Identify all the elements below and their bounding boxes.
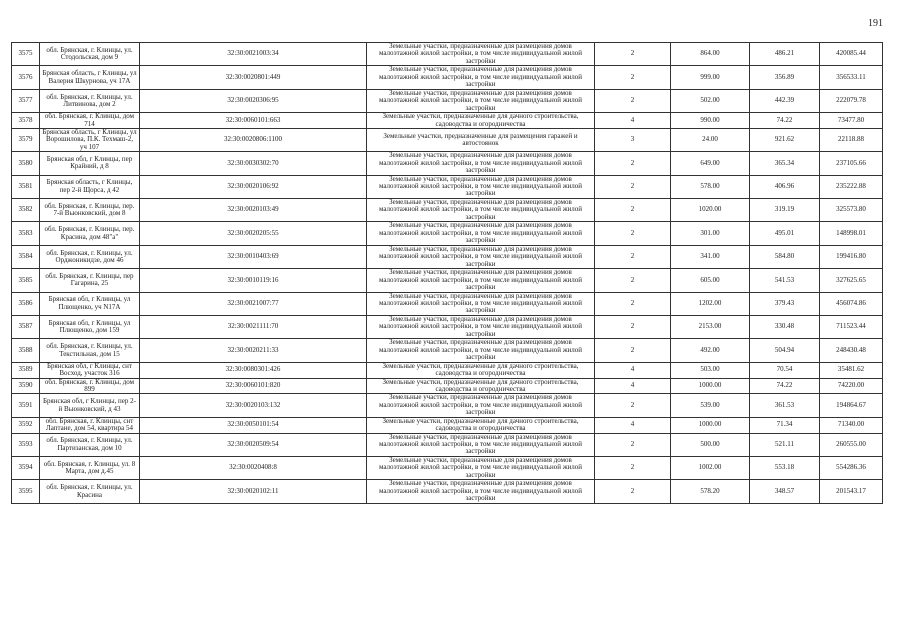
permitted-use-cell: Земельные участки, предназначенные для дачного строительства, садоводства и огородничества: [367, 362, 595, 378]
table-row: [12, 378, 883, 394]
table-row: [12, 315, 883, 338]
cadastral-value-cell: 201543.17: [820, 480, 883, 503]
area-cell: 578.20: [671, 480, 750, 503]
cadastral-value-cell: 35481.62: [820, 362, 883, 378]
permitted-use-cell: Земельные участки, предназначенные для размещения домов малоэтажной жилой застройки, в том числе индивидуальной жилой застройки: [367, 245, 595, 268]
table-row: [12, 113, 883, 129]
row-number: 3592: [12, 417, 40, 433]
land-registry-table: [11, 42, 883, 504]
cadastral-value-cell: 420085.44: [820, 43, 883, 66]
cadastral-value-cell: 22118.88: [820, 128, 883, 151]
row-number: 3581: [12, 175, 40, 198]
address-cell: обл. Брянская, г. Клинцы, ул. Партизанская, дом 10: [40, 433, 140, 456]
row-number: 3584: [12, 245, 40, 268]
specific-value-cell: 921.62: [750, 128, 820, 151]
row-number: 3594: [12, 456, 40, 479]
cadastral-number-cell: 32:30:0020806:1100: [140, 128, 367, 151]
group-cell: 2: [595, 245, 671, 268]
permitted-use-cell: Земельные участки, предназначенные для размещения домов малоэтажной жилой застройки, в том числе индивидуальной жилой застройки: [367, 43, 595, 66]
specific-value-cell: 541.53: [750, 269, 820, 292]
permitted-use-cell: Земельные участки, предназначенные для размещения домов малоэтажной жилой застройки, в том числе индивидуальной жилой застройки: [367, 222, 595, 245]
group-cell: 2: [595, 456, 671, 479]
address-cell: обл. Брянская, г. Клинцы, снт Лаптане, дом 54, квартира 54: [40, 417, 140, 433]
area-cell: 1202.00: [671, 292, 750, 315]
table-row: [12, 433, 883, 456]
address-cell: обл. Брянская, г. Клинцы, ул. Литвинова, дом 2: [40, 89, 140, 112]
address-cell: Брянская область, г Клинцы, пер 2-й Щорса, д 42: [40, 175, 140, 198]
permitted-use-cell: Земельные участки, предназначенные для размещения домов малоэтажной жилой застройки, в том числе индивидуальной жилой застройки: [367, 456, 595, 479]
area-cell: 24.00: [671, 128, 750, 151]
address-cell: обл. Брянская, г. Клинцы, ул. Стодольская, дом 9: [40, 43, 140, 66]
cadastral-value-cell: 325573.80: [820, 198, 883, 221]
specific-value-cell: 330.48: [750, 315, 820, 338]
cadastral-number-cell: 32:30:0020211:33: [140, 339, 367, 362]
specific-value-cell: 74.22: [750, 378, 820, 394]
permitted-use-cell: Земельные участки, предназначенные для размещения домов малоэтажной жилой застройки, в том числе индивидуальной жилой застройки: [367, 66, 595, 89]
cadastral-value-cell: 327625.65: [820, 269, 883, 292]
area-cell: 500.00: [671, 433, 750, 456]
group-cell: 2: [595, 152, 671, 175]
row-number: 3576: [12, 66, 40, 89]
row-number: 3575: [12, 43, 40, 66]
permitted-use-cell: Земельные участки, предназначенные для размещения домов малоэтажной жилой застройки, в том числе индивидуальной жилой застройки: [367, 152, 595, 175]
cadastral-value-cell: 248430.48: [820, 339, 883, 362]
group-cell: 4: [595, 113, 671, 129]
area-cell: 649.00: [671, 152, 750, 175]
cadastral-number-cell: 32:30:0021007:77: [140, 292, 367, 315]
area-cell: 990.00: [671, 113, 750, 129]
area-cell: 1000.00: [671, 417, 750, 433]
permitted-use-cell: Земельные участки, предназначенные для дачного строительства, садоводства и огородничества: [367, 378, 595, 394]
table-row: [12, 245, 883, 268]
area-cell: 341.00: [671, 245, 750, 268]
row-number: 3583: [12, 222, 40, 245]
address-cell: обл. Брянская, г. Клинцы, дом 714: [40, 113, 140, 129]
specific-value-cell: 365.34: [750, 152, 820, 175]
cadastral-number-cell: 32:30:0080301:426: [140, 362, 367, 378]
specific-value-cell: 348.57: [750, 480, 820, 503]
area-cell: 502.00: [671, 89, 750, 112]
row-number: 3585: [12, 269, 40, 292]
permitted-use-cell: Земельные участки, предназначенные для размещения гаражей и автостоянок: [367, 128, 595, 151]
specific-value-cell: 486.21: [750, 43, 820, 66]
group-cell: 2: [595, 394, 671, 417]
cadastral-value-cell: 711523.44: [820, 315, 883, 338]
cadastral-number-cell: 32:30:0060101:663: [140, 113, 367, 129]
address-cell: обл. Брянская, г. Клинцы, пер. Красина, дом 48"а": [40, 222, 140, 245]
group-cell: 2: [595, 222, 671, 245]
address-cell: Брянская область, г Клинцы, ул Валерия Шкурнова, уч 17А: [40, 66, 140, 89]
table-row: [12, 128, 883, 151]
group-cell: 2: [595, 66, 671, 89]
table-row: [12, 480, 883, 503]
cadastral-value-cell: 71340.00: [820, 417, 883, 433]
cadastral-number-cell: 32:30:0020408:8: [140, 456, 367, 479]
row-number: 3578: [12, 113, 40, 129]
row-number: 3579: [12, 128, 40, 151]
cadastral-value-cell: 199416.80: [820, 245, 883, 268]
address-cell: обл. Брянская, г. Клинцы, дом 899: [40, 378, 140, 394]
address-cell: обл. Брянская, г. Клинцы, пер. 7-й Вьюнковский, дом 8: [40, 198, 140, 221]
cadastral-value-cell: 356533.11: [820, 66, 883, 89]
specific-value-cell: 319.19: [750, 198, 820, 221]
specific-value-cell: 361.53: [750, 394, 820, 417]
permitted-use-cell: Земельные участки, предназначенные для дачного строительства, садоводства и огородничества: [367, 417, 595, 433]
permitted-use-cell: Земельные участки, предназначенные для размещения домов малоэтажной жилой застройки, в том числе индивидуальной жилой застройки: [367, 433, 595, 456]
table-row: [12, 417, 883, 433]
specific-value-cell: 495.01: [750, 222, 820, 245]
cadastral-value-cell: 222079.78: [820, 89, 883, 112]
group-cell: 4: [595, 362, 671, 378]
cadastral-value-cell: 148998.01: [820, 222, 883, 245]
specific-value-cell: 74.22: [750, 113, 820, 129]
group-cell: 2: [595, 89, 671, 112]
group-cell: 2: [595, 269, 671, 292]
cadastral-value-cell: 260555.00: [820, 433, 883, 456]
cadastral-number-cell: 32:30:0020509:54: [140, 433, 367, 456]
area-cell: 999.00: [671, 66, 750, 89]
cadastral-number-cell: 32:30:0030302:70: [140, 152, 367, 175]
table-row: [12, 222, 883, 245]
table-row: [12, 43, 883, 66]
cadastral-number-cell: 32:30:0010119:16: [140, 269, 367, 292]
permitted-use-cell: Земельные участки, предназначенные для дачного строительства, садоводства и огородничества: [367, 113, 595, 129]
group-cell: 2: [595, 43, 671, 66]
group-cell: 2: [595, 315, 671, 338]
cadastral-number-cell: 32:30:0021111:70: [140, 315, 367, 338]
area-cell: 539.00: [671, 394, 750, 417]
area-cell: 1000.00: [671, 378, 750, 394]
cadastral-number-cell: 32:30:0020103:49: [140, 198, 367, 221]
cadastral-value-cell: 456074.86: [820, 292, 883, 315]
table-row: [12, 339, 883, 362]
permitted-use-cell: Земельные участки, предназначенные для размещения домов малоэтажной жилой застройки, в том числе индивидуальной жилой застройки: [367, 269, 595, 292]
group-cell: 2: [595, 175, 671, 198]
cadastral-number-cell: 32:30:0021003:34: [140, 43, 367, 66]
table-row: [12, 394, 883, 417]
row-number: 3595: [12, 480, 40, 503]
table-body: [12, 43, 883, 504]
address-cell: обл. Брянская, г. Клинцы, ул. Красина: [40, 480, 140, 503]
table-row: [12, 292, 883, 315]
cadastral-value-cell: 194864.67: [820, 394, 883, 417]
address-cell: Брянская обл, г Клинцы, пер Крайний, д 8: [40, 152, 140, 175]
group-cell: 2: [595, 480, 671, 503]
cadastral-number-cell: 32:30:0050101:54: [140, 417, 367, 433]
row-number: 3590: [12, 378, 40, 394]
row-number: 3588: [12, 339, 40, 362]
group-cell: 3: [595, 128, 671, 151]
group-cell: 2: [595, 292, 671, 315]
address-cell: обл. Брянская, г. Клинцы, ул. 8 Марта, дом д.45: [40, 456, 140, 479]
address-cell: Брянская обл, г Клинцы, ул Плющенко, дом 159: [40, 315, 140, 338]
area-cell: 864.00: [671, 43, 750, 66]
permitted-use-cell: Земельные участки, предназначенные для размещения домов малоэтажной жилой застройки, в том числе индивидуальной жилой застройки: [367, 339, 595, 362]
area-cell: 1002.00: [671, 456, 750, 479]
row-number: 3577: [12, 89, 40, 112]
address-cell: обл. Брянская, г. Клинцы, ул. Орджоникидзе, дом 46: [40, 245, 140, 268]
cadastral-number-cell: 32:30:0020102:11: [140, 480, 367, 503]
cadastral-number-cell: 32:30:0020306:95: [140, 89, 367, 112]
address-cell: Брянская обл, г Клинцы, снт Восход, участок 316: [40, 362, 140, 378]
group-cell: 2: [595, 339, 671, 362]
permitted-use-cell: Земельные участки, предназначенные для размещения домов малоэтажной жилой застройки, в том числе индивидуальной жилой застройки: [367, 480, 595, 503]
row-number: 3582: [12, 198, 40, 221]
cadastral-value-cell: 235222.88: [820, 175, 883, 198]
row-number: 3586: [12, 292, 40, 315]
cadastral-value-cell: 554286.36: [820, 456, 883, 479]
page-number: 191: [868, 18, 883, 29]
row-number: 3580: [12, 152, 40, 175]
area-cell: 492.00: [671, 339, 750, 362]
row-number: 3589: [12, 362, 40, 378]
cadastral-value-cell: 73477.80: [820, 113, 883, 129]
area-cell: 578.00: [671, 175, 750, 198]
permitted-use-cell: Земельные участки, предназначенные для размещения домов малоэтажной жилой застройки, в том числе индивидуальной жилой застройки: [367, 175, 595, 198]
cadastral-number-cell: 32:30:0020205:55: [140, 222, 367, 245]
specific-value-cell: 70.54: [750, 362, 820, 378]
specific-value-cell: 71.34: [750, 417, 820, 433]
group-cell: 2: [595, 198, 671, 221]
specific-value-cell: 504.94: [750, 339, 820, 362]
permitted-use-cell: Земельные участки, предназначенные для размещения домов малоэтажной жилой застройки, в том числе индивидуальной жилой застройки: [367, 292, 595, 315]
row-number: 3587: [12, 315, 40, 338]
cadastral-value-cell: 74220.00: [820, 378, 883, 394]
address-cell: Брянская область, г Клинцы, ул Ворошилова, П.К. Техмаш-2, уч 107: [40, 128, 140, 151]
permitted-use-cell: Земельные участки, предназначенные для размещения домов малоэтажной жилой застройки, в том числе индивидуальной жилой застройки: [367, 198, 595, 221]
address-cell: обл. Брянская, г. Клинцы, ул. Текстильная, дом 15: [40, 339, 140, 362]
address-cell: Брянская обл, г Клинцы, ул Плющенко, уч N17А: [40, 292, 140, 315]
specific-value-cell: 379.43: [750, 292, 820, 315]
specific-value-cell: 406.96: [750, 175, 820, 198]
specific-value-cell: 356.89: [750, 66, 820, 89]
area-cell: 503.00: [671, 362, 750, 378]
area-cell: 2153.00: [671, 315, 750, 338]
specific-value-cell: 553.18: [750, 456, 820, 479]
cadastral-number-cell: 32:30:0060101:820: [140, 378, 367, 394]
table-row: [12, 198, 883, 221]
area-cell: 301.00: [671, 222, 750, 245]
cadastral-number-cell: 32:30:0020801:449: [140, 66, 367, 89]
table-row: [12, 89, 883, 112]
group-cell: 4: [595, 417, 671, 433]
row-number: 3591: [12, 394, 40, 417]
table-row: [12, 362, 883, 378]
address-cell: обл. Брянская, г. Клинцы, пер Гагарина, 25: [40, 269, 140, 292]
table-row: [12, 269, 883, 292]
group-cell: 4: [595, 378, 671, 394]
group-cell: 2: [595, 433, 671, 456]
table-row: [12, 66, 883, 89]
cadastral-number-cell: 32:30:0020103:132: [140, 394, 367, 417]
area-cell: 1020.00: [671, 198, 750, 221]
table-row: [12, 152, 883, 175]
table-row: [12, 456, 883, 479]
address-cell: Брянская обл, г Клинцы, пер 2-й Вьюнковский, д 43: [40, 394, 140, 417]
cadastral-value-cell: 237105.66: [820, 152, 883, 175]
permitted-use-cell: Земельные участки, предназначенные для размещения домов малоэтажной жилой застройки, в том числе индивидуальной жилой застройки: [367, 89, 595, 112]
cadastral-number-cell: 32:30:0010403:69: [140, 245, 367, 268]
permitted-use-cell: Земельные участки, предназначенные для размещения домов малоэтажной жилой застройки, в том числе индивидуальной жилой застройки: [367, 394, 595, 417]
area-cell: 605.00: [671, 269, 750, 292]
specific-value-cell: 442.39: [750, 89, 820, 112]
specific-value-cell: 584.80: [750, 245, 820, 268]
cadastral-number-cell: 32:30:0020106:92: [140, 175, 367, 198]
specific-value-cell: 521.11: [750, 433, 820, 456]
permitted-use-cell: Земельные участки, предназначенные для размещения домов малоэтажной жилой застройки, в том числе индивидуальной жилой застройки: [367, 315, 595, 338]
table-row: [12, 175, 883, 198]
row-number: 3593: [12, 433, 40, 456]
